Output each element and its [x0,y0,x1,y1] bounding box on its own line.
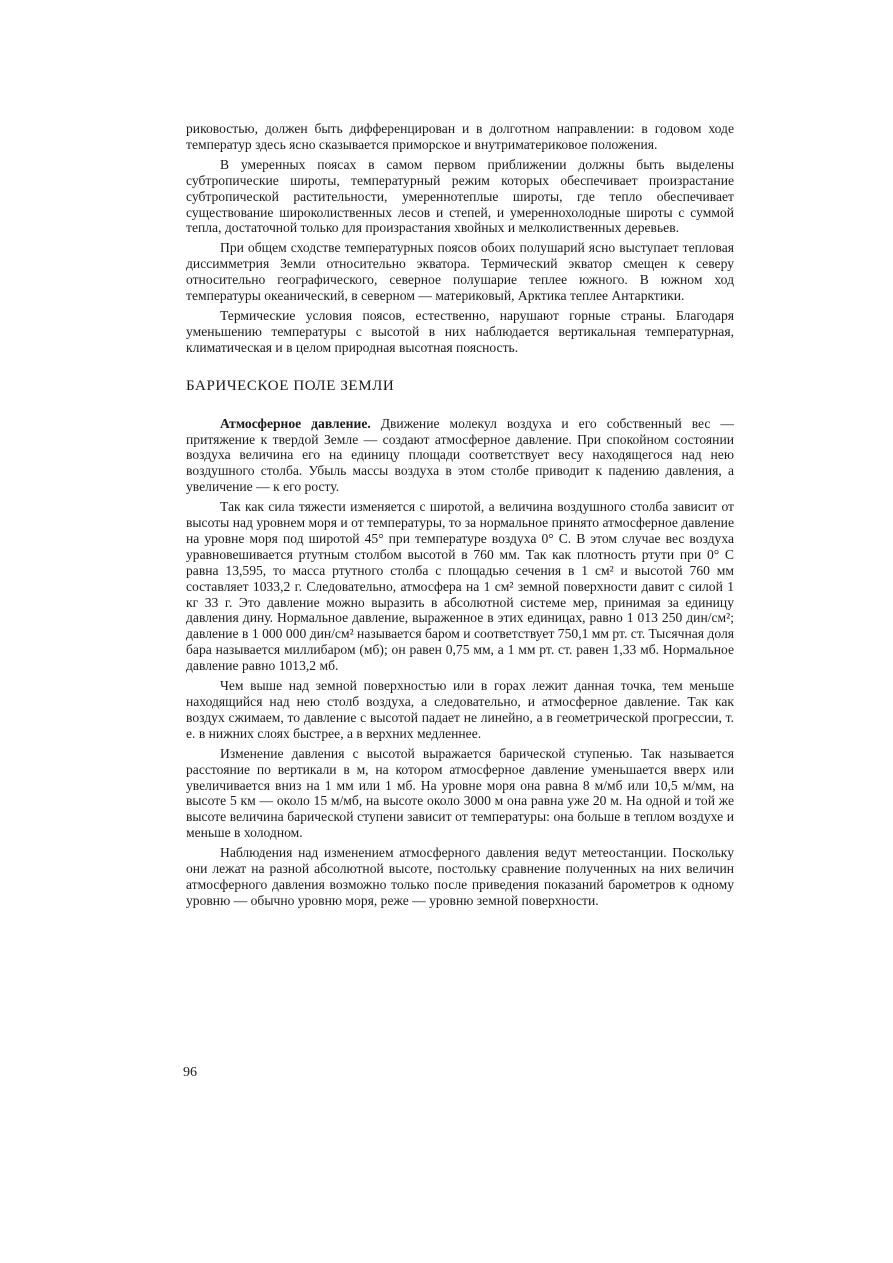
paragraph-atmospheric-pressure [186,416,734,496]
section-title: БАРИЧЕСКОЕ ПОЛЕ ЗЕМЛИ [186,377,395,394]
paragraph-intro-text: Движение молекул воздуха и его собственный вес — притяжение к твердой Земле — создают атмосферное давление. При спокойном состоянии воздуха величина его на единицу площади соответствует весу находящегося над нею воздушного столба. Убыль массы воздуха в этом столбе приводит к падению давления, а увеличение — к его росту. [186,415,734,495]
paragraph-observations: Наблюдения над изменением атмосферного давления ведут метеостанции. Поскольку они лежат на разной абсолютной высоте, постольку сравнение полученных на них величин атмосферного давления возможно только после приведения показаний барометров к одному уровню — обычно уровню моря, реже — уровню земной поверхности. [186,845,734,908]
paragraph-thermal-asymmetry: При общем сходстве температурных поясов обоих полушарий ясно выступает тепловая диссимметрия Земли относительно экватора. Термический экватор смещен к северу относительно географического, северное полушарие теплее южного. В южном ход температуры океанический, в северном — материковый, Арктика теплее Антарктики. [186,240,734,304]
paragraph-continuation: риковостью, должен быть дифференцирован и в долготном направлении: в годовом ходе температур здесь ясно сказывается приморское и внутриматериковое положения. [186,121,734,152]
page-text-column [186,121,734,913]
paragraph-normal-pressure: Так как сила тяжести изменяется с широтой, а величина воздушного столба зависит от высоты над уровнем моря и от температуры, то за нормальное принято атмосферное давление на уровне моря под широтой 45° при температуре воздуха 0° С. В этом случае вес воздуха уравновешивается ртутным столбом высотой в 760 мм. Так как плотность ртути при 0° С равна 13,595, то масса ртутного столба с площадью сечения в 1 см² и высотой 760 мм составляет 1033,2 г. Следовательно, атмосфера на 1 см² земной поверхности давит с силой 1 кг 33 г. Это давление можно выразить в абсолютной системе мер, принимая за единицу давления дину. Нормальное давление, выраженное в этих единицах, равно 1 013 250 дин/см²; давление в 1 000 000 дин/см² называется баром и соответствует 750,1 мм рт. ст. Тысячная доля бара называется миллибаром (мб); он равен 0,75 мм, а 1 мм рт. ст. равен 1,33 мб. Нормальное давление равно 1013,2 мб. [186,499,734,674]
paragraph-temperate-zones: В умеренных поясах в самом первом приближении должны быть выделены субтропические широты, температурный режим которых обеспечивает произрастание субтропической растительности, умереннотеплые широты, где тепло обеспечивает существование широколиственных лесов и степей, и умереннохолодные широты с суммой тепла, достаточной только для произрастания хвойных и мелколиственных деревьев. [186,156,734,236]
paragraph-baric-step: Изменение давления с высотой выражается барической ступенью. Так называется расстояние по вертикали в м, на котором атмосферное давление уменьшается вверх или увеличивается вниз на 1 мм или 1 мб. На уровне моря она равна 8 м/мб или 10,5 м/мм, на высоте 5 км — около 15 м/мб, на высоте около 3000 м она равна уже 20 м. На одной и той же высоте величина барической ступени зависит от температуры: она больше в теплом воздухе и меньше в холодном. [186,745,734,841]
page-number: 96 [183,1065,197,1080]
paragraph-pressure-altitude: Чем выше над земной поверхностью или в горах лежит данная точка, тем меньше находящийся над нею столб воздуха, а следовательно, и атмосферное давление. Так как воздух сжимаем, то давление с высотой падает не линейно, а в геометрической прогрессии, т. е. в нижних слоях быстрее, а в верхних медленнее. [186,678,734,741]
paragraph-lead-heading: Атмосферное давление. [220,415,371,431]
paragraph-mountain-zonation: Термические условия поясов, естественно, нарушают горные страны. Благодаря уменьшению температуры с высотой в них наблюдается вертикальная температурная, климатическая и в целом природная высотная поясность. [186,307,734,355]
